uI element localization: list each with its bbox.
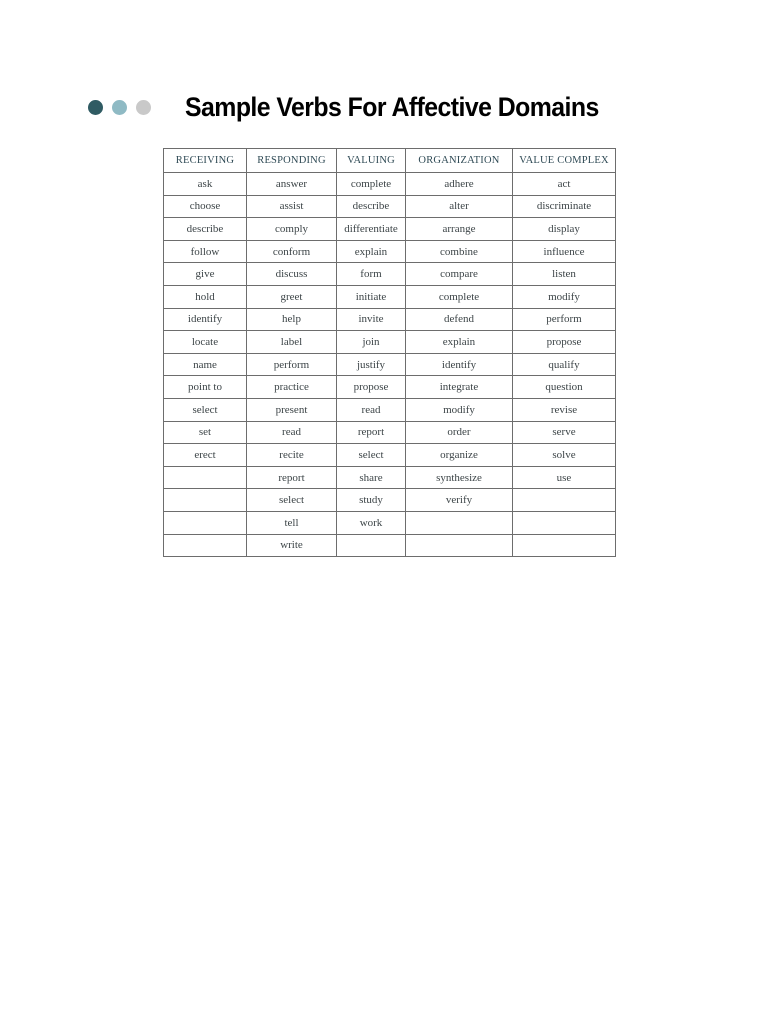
table-row (164, 218, 616, 241)
table-cell: locate (164, 331, 247, 354)
table-cell: report (337, 421, 406, 444)
table-cell: invite (337, 308, 406, 331)
table-row (164, 331, 616, 354)
bullet-dots (88, 100, 151, 115)
table-cell: comply (247, 218, 337, 241)
table-cell (513, 489, 616, 512)
table-cell: conform (247, 240, 337, 263)
table-row (164, 376, 616, 399)
table-cell: erect (164, 444, 247, 467)
table-cell: ask (164, 173, 247, 196)
table-cell: defend (406, 308, 513, 331)
table-cell (337, 534, 406, 557)
table-cell: practice (247, 376, 337, 399)
table-cell: follow (164, 240, 247, 263)
table-cell: point to (164, 376, 247, 399)
table-cell: give (164, 263, 247, 286)
table-cell: explain (406, 331, 513, 354)
slide-header (88, 92, 635, 123)
table-cell: question (513, 376, 616, 399)
table-cell (513, 511, 616, 534)
table-cell: study (337, 489, 406, 512)
table-cell (406, 511, 513, 534)
table-row (164, 308, 616, 331)
table-row (164, 353, 616, 376)
table-cell: complete (406, 285, 513, 308)
table-cell (406, 534, 513, 557)
slide-title: Sample Verbs For Affective Domains (185, 92, 599, 122)
table-cell: order (406, 421, 513, 444)
table-cell: discuss (247, 263, 337, 286)
table-cell: initiate (337, 285, 406, 308)
table-row (164, 285, 616, 308)
table-cell: organize (406, 444, 513, 467)
table-cell: write (247, 534, 337, 557)
table-cell: assist (247, 195, 337, 218)
table-row (164, 489, 616, 512)
table-cell: revise (513, 398, 616, 421)
table-cell (164, 511, 247, 534)
table-cell: explain (337, 240, 406, 263)
table-cell: modify (406, 398, 513, 421)
column-header-valuing: VALUING (337, 149, 406, 173)
table-cell: perform (247, 353, 337, 376)
table-cell: describe (164, 218, 247, 241)
table-cell: arrange (406, 218, 513, 241)
table-cell: select (337, 444, 406, 467)
table-cell: help (247, 308, 337, 331)
table-cell (164, 534, 247, 557)
table-body (164, 173, 616, 557)
table-cell: integrate (406, 376, 513, 399)
table-row (164, 511, 616, 534)
table-cell: answer (247, 173, 337, 196)
table-cell: verify (406, 489, 513, 512)
dot-icon-dark (88, 100, 103, 115)
table-row (164, 173, 616, 196)
table-row (164, 421, 616, 444)
table-cell: recite (247, 444, 337, 467)
table-cell: read (247, 421, 337, 444)
column-header-receiving: RECEIVING (164, 149, 247, 173)
table-cell: read (337, 398, 406, 421)
table-cell: modify (513, 285, 616, 308)
table-row (164, 195, 616, 218)
table-cell (164, 489, 247, 512)
table-cell: differentiate (337, 218, 406, 241)
table-row (164, 534, 616, 557)
table-cell: propose (513, 331, 616, 354)
table-cell: select (247, 489, 337, 512)
table-cell: alter (406, 195, 513, 218)
table-cell (164, 466, 247, 489)
table-cell: greet (247, 285, 337, 308)
table-cell: combine (406, 240, 513, 263)
table-cell: influence (513, 240, 616, 263)
dot-icon-light-blue (112, 100, 127, 115)
table-cell: label (247, 331, 337, 354)
table-cell: propose (337, 376, 406, 399)
table-cell: listen (513, 263, 616, 286)
table-cell: synthesize (406, 466, 513, 489)
table-cell: display (513, 218, 616, 241)
table-cell: hold (164, 285, 247, 308)
table-row (164, 240, 616, 263)
table-cell: select (164, 398, 247, 421)
table-cell: qualify (513, 353, 616, 376)
table-cell: set (164, 421, 247, 444)
table-cell: discriminate (513, 195, 616, 218)
table-cell: name (164, 353, 247, 376)
column-header-responding: RESPONDING (247, 149, 337, 173)
table-cell: serve (513, 421, 616, 444)
table-cell: share (337, 466, 406, 489)
table-cell: tell (247, 511, 337, 534)
column-header-organization: ORGANIZATION (406, 149, 513, 173)
table-cell: adhere (406, 173, 513, 196)
dot-icon-gray (136, 100, 151, 115)
table-cell: use (513, 466, 616, 489)
table-cell (513, 534, 616, 557)
table-row (164, 444, 616, 467)
table-cell: justify (337, 353, 406, 376)
table-row (164, 263, 616, 286)
table-cell: choose (164, 195, 247, 218)
table-cell: describe (337, 195, 406, 218)
table-cell: join (337, 331, 406, 354)
table-cell: compare (406, 263, 513, 286)
table-row (164, 398, 616, 421)
table-cell: act (513, 173, 616, 196)
table-cell: complete (337, 173, 406, 196)
table-cell: perform (513, 308, 616, 331)
table-row (164, 466, 616, 489)
table-cell: work (337, 511, 406, 534)
verbs-table (163, 148, 616, 557)
table-cell: present (247, 398, 337, 421)
column-header-value-complex: VALUE COMPLEX (513, 149, 616, 173)
table-cell: report (247, 466, 337, 489)
table-cell: identify (164, 308, 247, 331)
table-cell: identify (406, 353, 513, 376)
table-cell: solve (513, 444, 616, 467)
table-cell: form (337, 263, 406, 286)
table-header-row (164, 149, 616, 173)
